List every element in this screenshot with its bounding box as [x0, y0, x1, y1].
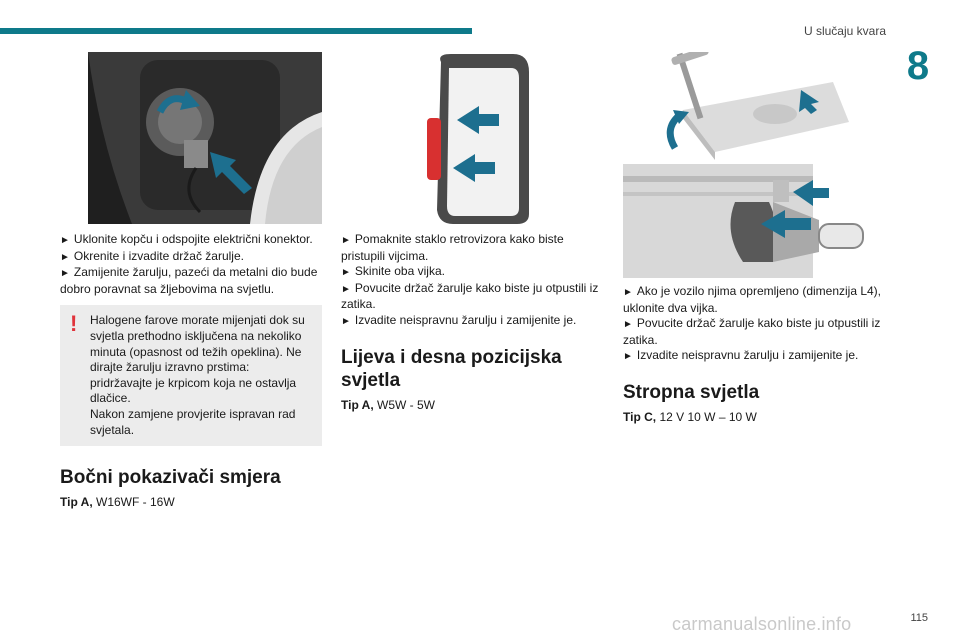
step-marker: ►	[341, 315, 351, 327]
section-heading: Lijeva i desna pozicijska svjetla	[341, 346, 562, 391]
position-light-illustration	[623, 52, 885, 278]
step-marker: ►	[341, 267, 351, 279]
step-item: ► Pomaknite staklo retrovizora kako biste pristupili vijcima.	[341, 232, 564, 263]
step-item: ► Povucite držač žarulje kako biste ju otpustili iz zatika.	[623, 316, 881, 347]
mirror-steps	[341, 232, 603, 330]
section-heading: Bočni pokazivači smjera	[60, 467, 281, 489]
column-headlamp	[60, 52, 322, 511]
section-title: U slučaju kvara	[803, 24, 886, 38]
headlamp-bulb-illustration	[60, 52, 322, 224]
step-item: ► Zamijenite žarulju, pazeći da metalni dio bude dobro poravnat sa žljebovima na svjetlu.	[60, 265, 318, 296]
bulb-type: Tip A, W16WF - 16W	[60, 495, 175, 510]
page-number: 115	[910, 612, 928, 624]
warning-icon: !	[70, 311, 78, 337]
bulb-type: Tip C, 12 V 10 W – 10 W	[623, 409, 757, 424]
warning-box: ! Halogene farove morate mijenjati dok su svjetla prethodno isključena na nekoliko minuta (opasnost od težih opeklina). Ne dirajte žarulju izravno prstima: pridržavajte je krpicom koja ne ostavlja dlačice. Nakon zamjene provjerite ispravan rad svjetala.	[60, 305, 322, 446]
step-item: ► Povucite držač žarulje kako biste ju otpustili iz zatika.	[341, 280, 599, 312]
step-marker: ►	[623, 287, 633, 298]
step-item: ► Okrenite i izvadite držač žarulje.	[60, 248, 244, 263]
step-item: ► Ako je vozilo njima opremljeno (dimenzija L4), uklonite dva vijka.	[623, 284, 882, 315]
step-item: ► Uklonite kopču i odspojite električni konektor.	[60, 232, 313, 246]
step-marker: ►	[341, 283, 351, 295]
step-item: ► Skinite oba vijka.	[341, 264, 445, 279]
step-marker: ►	[60, 235, 70, 246]
mirror-indicator-illustration	[341, 52, 603, 224]
column-mirror	[341, 52, 603, 413]
column-position-lights	[623, 52, 885, 426]
position-light-steps	[623, 284, 885, 365]
headlamp-steps	[60, 232, 322, 297]
step-item: ► Izvadite neispravnu žarulju i zamijenite je.	[623, 348, 859, 363]
step-marker: ►	[623, 319, 633, 331]
step-marker: ►	[623, 351, 633, 363]
step-marker: ►	[60, 251, 70, 263]
step-marker: ►	[341, 235, 351, 246]
section-heading: Stropna svjetla	[623, 381, 760, 403]
step-item: ► Izvadite neispravnu žarulju i zamijenite je.	[341, 312, 577, 327]
bulb-type: Tip A, W5W - 5W	[341, 397, 435, 412]
chapter-number: 8	[906, 44, 930, 88]
watermark: carmanualsonline.info	[672, 614, 852, 634]
step-marker: ►	[60, 268, 70, 280]
header-accent-bar	[0, 28, 472, 34]
